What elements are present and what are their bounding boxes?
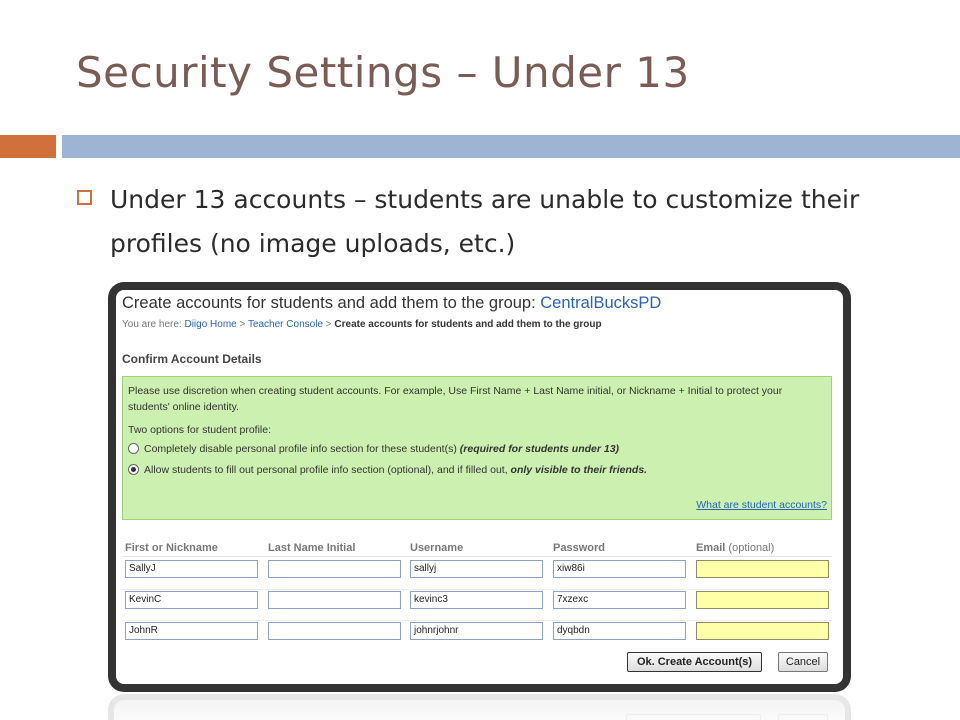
col-header-password: Password [553,542,605,554]
username-input[interactable]: johnrjohnr [410,622,543,640]
first-name-input[interactable]: SallyJ [125,560,258,578]
breadcrumb-separator: > [322,319,335,330]
row-divider [122,620,832,621]
accent-bar-orange [0,135,56,158]
table-header-divider [122,556,832,557]
row-divider [122,589,832,590]
diigo-create-accounts-screen [116,290,843,684]
profile-option-allow[interactable] [128,459,826,480]
group-name-link[interactable]: CentralBucksPD [540,294,662,312]
first-name-input[interactable]: JohnR [125,622,258,640]
col-header-last: Last Name Initial [268,542,356,554]
col-header-email-label: Email [696,542,726,554]
last-initial-input[interactable] [268,591,401,609]
reflection-ghost-button [626,714,761,720]
last-initial-input[interactable] [268,560,401,578]
option2-emphasis: only visible to their friends. [510,463,648,476]
email-input[interactable] [696,591,829,609]
option1-text: Completely disable personal profile info section for these student(s) [144,442,457,455]
screenshot-frame [108,282,851,692]
password-input[interactable]: xiw86i [553,560,686,578]
password-input[interactable]: dyqbdn [553,622,686,640]
bullet-text: Under 13 accounts – students are unable to customize their profiles (no image uploads, etc.) [110,185,860,258]
reflection-ghost-button [778,714,828,720]
page-heading-text: Create accounts for students and add them to the group: [122,294,541,312]
username-input[interactable]: sallyj [410,560,543,578]
first-name-input[interactable]: KevinC [125,591,258,609]
slide-title: Security Settings – Under 13 [76,48,690,97]
username-input[interactable]: kevinc3 [410,591,543,609]
option2-text: Allow students to fill out personal profile info section (optional), and if filled out, [144,463,508,476]
cancel-button[interactable]: Cancel [778,652,828,672]
options-label: Two options for student profile: [128,424,271,436]
col-header-email-note: (optional) [728,542,775,554]
last-initial-input[interactable] [268,622,401,640]
square-bullet-icon [77,190,92,205]
radio-disable-profile[interactable] [128,443,139,454]
profile-option-disable[interactable] [128,438,826,459]
section-heading: Confirm Account Details [122,352,262,366]
breadcrumb-diigo-home[interactable]: Diigo Home [184,319,237,330]
student-accounts-help-link[interactable]: What are student accounts? [696,499,827,511]
col-header-username: Username [410,542,464,554]
col-header-email [696,542,774,554]
info-text: Please use discretion when creating student accounts. For example, Use First Name + Last Name initial, or Nickname + Initial to protect your students' online identity. [128,385,783,413]
info-box [122,376,832,520]
email-input[interactable] [696,560,829,578]
screenshot-reflection [108,694,851,720]
email-input[interactable] [696,622,829,640]
option1-emphasis: (required for students under 13) [459,442,620,455]
breadcrumb-separator: > [236,319,248,330]
radio-allow-profile[interactable] [128,464,139,475]
page-heading [122,294,661,313]
col-header-first: First or Nickname [125,542,218,554]
breadcrumb-prefix: You are here: [122,319,185,330]
accent-bar-blue [62,135,960,158]
create-accounts-button[interactable]: Ok. Create Account(s) [627,652,762,672]
breadcrumb-current: Create accounts for students and add them to the group [334,319,602,330]
breadcrumb-teacher-console[interactable]: Teacher Console [247,319,323,330]
password-input[interactable]: 7xzexc [553,591,686,609]
breadcrumb [122,319,602,330]
